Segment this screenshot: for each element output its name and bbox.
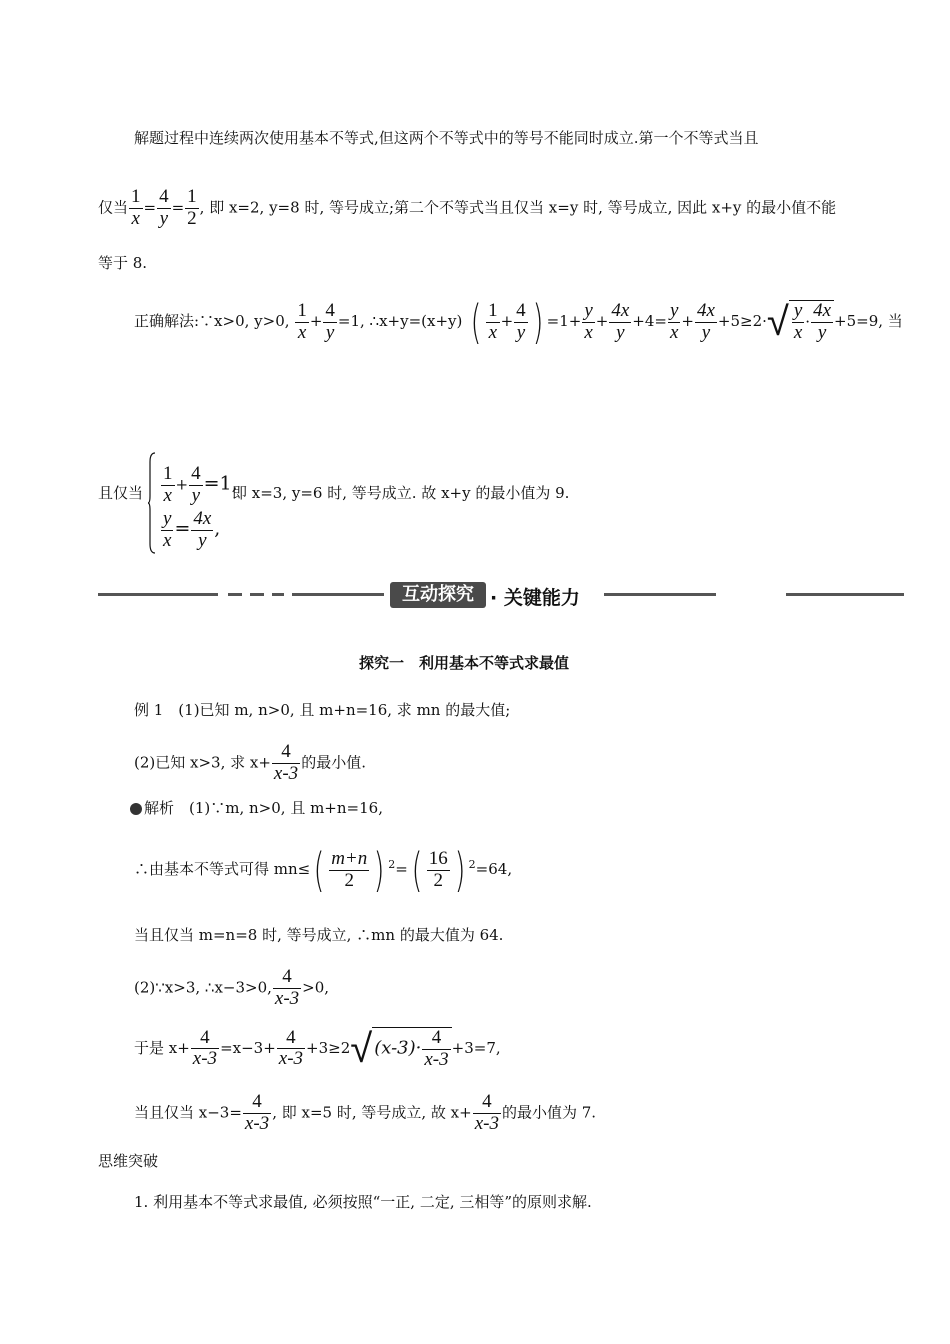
fraction: $\frac{1}{x}$ [163,463,173,506]
banner-title: · 关键能力 [490,587,580,609]
text: +5=9, 当 [834,312,903,330]
radicand: $\frac{y}{x}$ · $\frac{4x}{y}$ [789,300,834,344]
fraction: $\frac{4x}{y}$ [193,508,212,551]
thinking-point-1: 1. 利用基本不等式求最值, 必须按照“一正, 二定, 三相等”的原则求解. [134,1193,592,1211]
fraction: $\frac{4}{y}$ [516,299,526,343]
example-1-part-1: 例 1 (1)已知 m, n>0, 且 m+n=16, 求 mn 的最大值; [134,701,511,719]
paren-left: ( [411,843,423,897]
system-row-2: $\frac{y}{x}$ = $\frac{4x}{y}$ , [163,508,221,551]
banner-rule [98,593,218,596]
text: +3=7, [451,1038,501,1057]
text: ∴由基本不等式可得 mn≤ [134,860,311,878]
paren-left: ( [470,295,482,349]
example-1-part-2 [134,742,366,785]
text: =x−3+ [220,1038,276,1057]
text: 正确解法:∵x>0, y>0, [134,312,290,330]
text: (2)∵x>3, ∴x−3>0, [134,978,272,997]
banner-rule [292,593,384,596]
paragraph-5-lead: 且仅当 [98,484,144,502]
text: 的最小值为 7. [501,1103,597,1122]
plus: + [500,312,514,330]
fraction: $\frac{4}{x-3}$ [278,1026,304,1070]
fraction: $\frac{4}{x-3}$ [274,966,300,1009]
fraction: $\frac{1}{x}$ [131,186,141,229]
text: , [214,517,221,540]
fraction: $\frac{4}{y}$ [191,463,201,506]
radical-sign: √ [350,1025,373,1072]
equals: = [143,198,157,217]
banner-rule [604,593,716,596]
text: 的最小值. [301,753,366,772]
analysis-icon [130,803,142,815]
text: >0, [302,978,330,997]
thinking-title: 思维突破 [98,1152,159,1170]
paren-right: ) [454,843,466,897]
paren-right: ) [532,295,544,349]
left-brace-icon [148,452,156,554]
text: , 即 x=2, y=8 时, 等号成立;第二个不等式当且仅当 x=y 时, 等号成立, 因此 x+y 的最小值不能 [199,198,837,217]
exponent: 2 [388,858,396,871]
banner-dash [272,593,284,596]
text: +3≥2 [306,1038,351,1057]
analysis-line-4 [134,967,329,1010]
text: (2)已知 x>3, 求 x+ [134,753,271,772]
text: , 即 x=5 时, 等号成立, 故 x+ [272,1103,472,1122]
banner-label: 互动探究 [390,582,486,608]
fraction: $\frac{4x}{y}$ [696,299,715,343]
text: 于是 x+ [134,1038,190,1057]
paren-right: ) [373,843,385,897]
fraction: $\frac{m+n}{2}$ [331,847,368,891]
fraction: $\frac{4}{y}$ [159,186,169,229]
text: =64, [475,860,513,878]
equals: = [395,860,408,878]
banner-dash [228,593,242,596]
radical-sign: √ [766,299,789,345]
banner-rule [786,593,904,596]
banner-dash [250,593,264,596]
fraction: $\frac{4}{x-3}$ [273,741,299,784]
text: =1+ [546,312,582,330]
system-after: 即 x=3, y=6 时, 等号成立. 故 x+y 的最小值为 9. [232,484,570,502]
section-title: 探究一 利用基本不等式求最值 [359,654,570,672]
text: 解析 (1)∵m, n>0, 且 m+n=16, [144,799,383,817]
plus: + [595,312,609,330]
text: =1, [203,472,238,495]
analysis-line-1 [130,801,383,816]
radicand: (x-3)· $\frac{4}{x-3}$ [372,1027,451,1071]
analysis-line-2 [134,843,513,897]
fraction: $\frac{1}{2}$ [187,186,197,229]
text: +4= [632,312,667,330]
fraction: $\frac{1}{x}$ [488,299,498,343]
fraction: $\frac{4}{x-3}$ [244,1091,270,1134]
plus: + [175,475,189,494]
paragraph-2 [98,187,836,230]
fraction: $\frac{4x}{y}$ [611,299,630,343]
system-row-1 [160,464,238,507]
analysis-line-6 [134,1092,596,1135]
analysis-line-3: 当且仅当 m=n=8 时, 等号成立, ∴mn 的最大值为 64. [134,926,504,944]
fraction: $\frac{y}{x}$ [163,508,172,551]
text: 当且仅当 x−3= [134,1103,242,1122]
paragraph-4 [134,295,903,349]
analysis-line-5 [134,1027,501,1071]
fraction: $\frac{y}{x}$ [669,299,679,343]
fraction: $\frac{y}{x}$ [584,299,593,343]
plus: + [309,312,323,330]
fraction: $\frac{1}{x}$ [297,299,307,343]
plus: + [681,312,694,330]
fraction: $\frac{16}{2}$ [428,847,448,891]
paragraph-3: 等于 8. [98,254,148,272]
exponent: 2 [468,858,476,871]
fraction: $\frac{4}{y}$ [325,299,335,343]
paragraph-1: 解题过程中连续两次使用基本不等式,但这两个不等式中的等号不能同时成立.第一个不等式当且 [134,129,759,147]
text: 仅当 [98,198,129,217]
equals: = [171,198,185,217]
fraction: $\frac{4}{x-3}$ [474,1091,499,1134]
text: +5≥2· [717,312,767,330]
text: =1, ∴x+y=(x+y) [337,312,463,330]
paren-left: ( [313,843,325,897]
fraction: $\frac{4}{x-3}$ [192,1026,218,1070]
